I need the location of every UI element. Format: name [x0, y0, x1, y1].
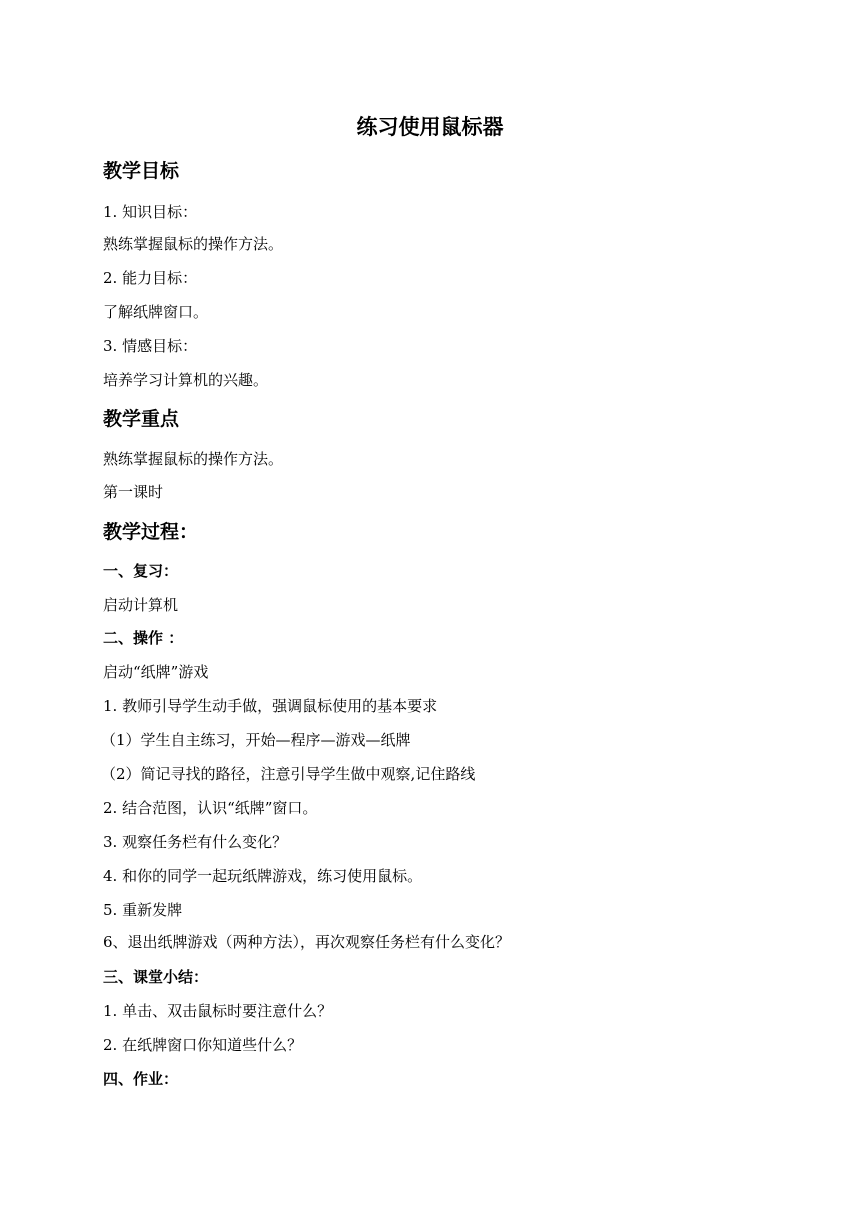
subheading-review: 一、复习： — [103, 562, 179, 580]
paragraph: 4. 和你的同学一起玩纸牌游戏，练习使用鼠标。 — [103, 867, 423, 885]
paragraph: 1. 知识目标： — [103, 203, 198, 221]
paragraph: 启动“纸牌”游戏 — [103, 663, 209, 681]
paragraph: 6、退出纸牌游戏（两种方法），再次观察任务栏有什么变化？ — [103, 933, 511, 951]
heading-teaching-goals: 教学目标 — [103, 160, 180, 182]
page-title: 练习使用鼠标器 — [356, 115, 504, 139]
paragraph: 3. 情感目标： — [103, 337, 198, 355]
paragraph: 培养学习计算机的兴趣。 — [103, 371, 269, 389]
subheading-operation: 二、操作 ： — [103, 629, 184, 647]
paragraph: 熟练掌握鼠标的操作方法。 — [103, 450, 284, 468]
paragraph: 3. 观察任务栏有什么变化？ — [103, 833, 288, 851]
subheading-homework: 四、作业： — [103, 1070, 179, 1088]
paragraph: 了解纸牌窗口。 — [103, 303, 209, 321]
paragraph: （1）学生自主练习，开始—程序—游戏—纸牌 — [101, 731, 411, 749]
paragraph: 1. 教师引导学生动手做，强调鼠标使用的基本要求 — [103, 697, 438, 715]
heading-teaching-focus: 教学重点 — [103, 408, 180, 430]
paragraph: 2. 结合范图，认识“纸牌”窗口。 — [103, 799, 318, 817]
paragraph: 熟练掌握鼠标的操作方法。 — [103, 235, 284, 253]
subheading-summary: 三、课堂小结： — [103, 968, 209, 986]
paragraph: （2）简记寻找的路径，注意引导学生做中观察,记住路线 — [101, 765, 476, 783]
paragraph: 5. 重新发牌 — [103, 901, 183, 919]
paragraph: 1. 单击、双击鼠标时要注意什么？ — [103, 1002, 333, 1020]
paragraph: 启动计算机 — [103, 596, 179, 614]
paragraph: 第一课时 — [103, 483, 164, 501]
heading-teaching-process: 教学过程： — [103, 521, 199, 543]
paragraph: 2. 在纸牌窗口你知道些什么？ — [103, 1036, 303, 1054]
paragraph: 2. 能力目标： — [103, 269, 198, 287]
